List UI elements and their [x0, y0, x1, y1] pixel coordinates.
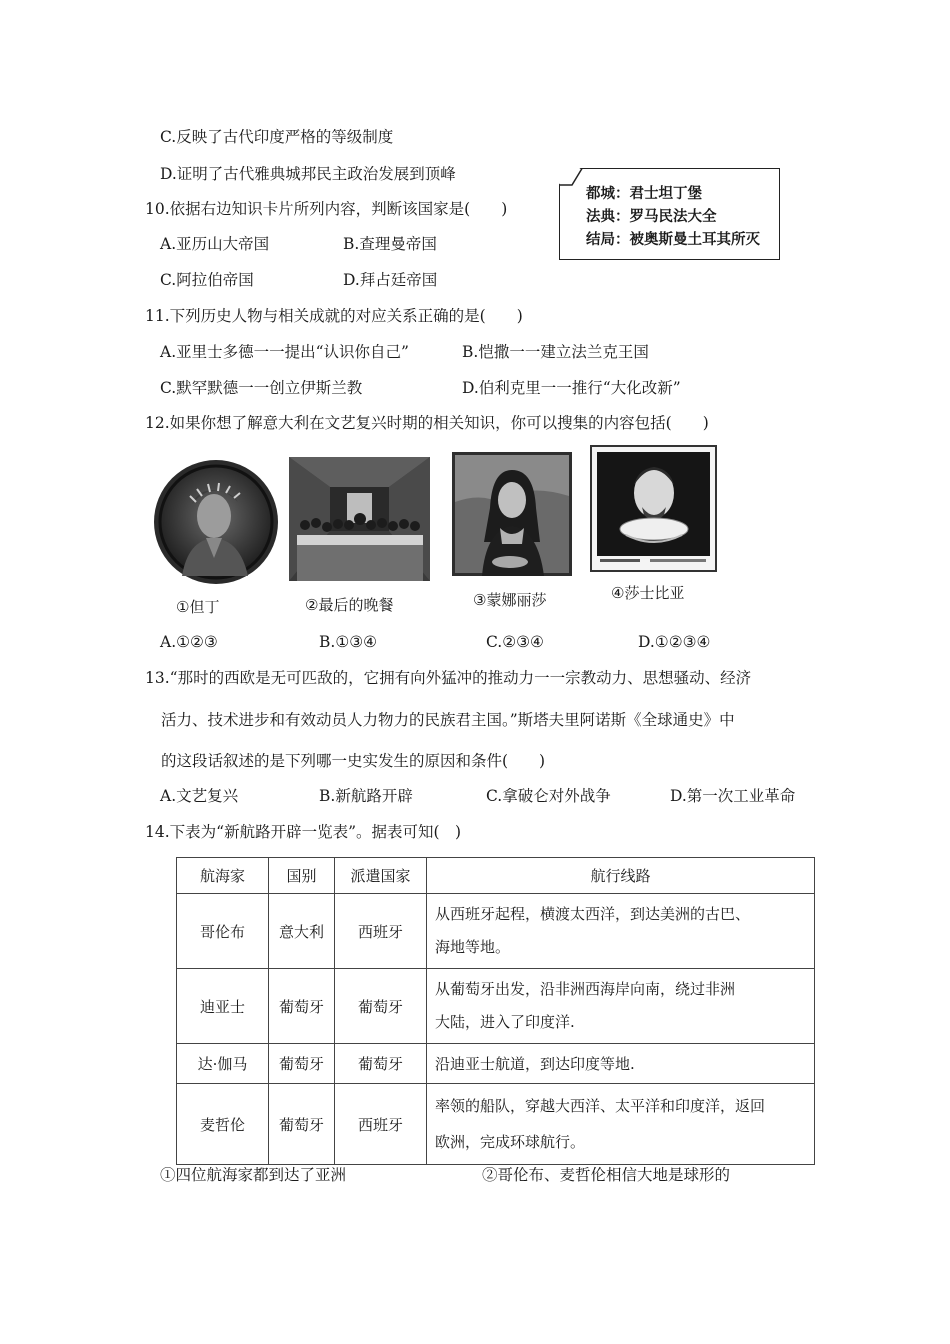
route-line: 从西班牙起程，横渡太西洋，到达美洲的古巴、 — [435, 905, 751, 923]
cell-navigator: 麦哲伦 — [177, 1084, 269, 1165]
q12-option-d: D.①②③④ — [638, 633, 711, 651]
q11-option-a: A.亚里士多德一一提出“认识你自己” — [160, 343, 409, 361]
cell-navigator: 迪亚士 — [177, 969, 269, 1044]
q13-stem-line3: 的这段话叙述的是下列哪一史实发生的原因和条件( ) — [161, 752, 546, 770]
q13-stem-line2: 活力、技术进步和有效动员人力物力的民族君主国。”斯塔夫里阿诺斯《全球通史》中 — [161, 711, 735, 729]
q14-statement-2: ②哥伦布、麦哲伦相信大地是球形的 — [482, 1166, 731, 1184]
table-row — [177, 1084, 815, 1165]
dante-portrait-image — [152, 458, 280, 586]
table-header-row — [177, 858, 815, 894]
q10-option-c: C.阿拉伯帝国 — [160, 271, 254, 289]
q12-option-b: B.①③④ — [319, 633, 378, 651]
card-law-code: 法典：罗马民法大全 — [586, 209, 717, 225]
header-sponsor: 派遣国家 — [335, 858, 427, 894]
cell-route — [427, 969, 815, 1044]
last-supper-image — [289, 457, 430, 581]
route-line: 率领的船队，穿越大西洋、太平洋和印度洋，返回 — [435, 1097, 766, 1115]
q11-option-b: B.恺撒一一建立法兰克王国 — [462, 343, 649, 361]
folded-corner-icon — [558, 167, 584, 187]
table-row — [177, 1044, 815, 1084]
caption-shakespeare: ④莎士比亚 — [611, 584, 685, 602]
cell-navigator: 哥伦布 — [177, 894, 269, 969]
cell-country: 葡萄牙 — [269, 969, 335, 1044]
cell-sponsor: 西班牙 — [335, 894, 427, 969]
cell-country: 葡萄牙 — [269, 1084, 335, 1165]
cell-sponsor: 葡萄牙 — [335, 1044, 427, 1084]
header-country: 国别 — [269, 858, 335, 894]
caption-last-supper: ②最后的晚餐 — [305, 596, 394, 614]
q12-stem: 12.如果你想了解意大利在文艺复兴时期的相关知识，你可以搜集的内容包括( ) — [145, 414, 709, 432]
route-line: 大陆，进入了印度洋. — [435, 1013, 575, 1031]
q11-stem: 11.下列历史人物与相关成就的对应关系正确的是( ) — [145, 307, 523, 325]
route-line: 从葡萄牙出发，沿非洲西海岸向南，绕过非洲 — [435, 980, 736, 998]
card-outcome: 结局：被奥斯曼土耳其所灭 — [586, 232, 760, 248]
route-line: 欧洲，完成环球航行。 — [435, 1133, 586, 1151]
cell-country: 意大利 — [269, 894, 335, 969]
route-line: 海地等地。 — [435, 938, 511, 956]
route-line: 沿迪亚士航道，到达印度等地. — [435, 1054, 635, 1073]
q9-option-d: D.证明了古代雅典城邦民主政治发展到顶峰 — [160, 165, 456, 183]
q13-option-d: D.第一次工业革命 — [670, 787, 796, 805]
cell-route — [427, 894, 815, 969]
q10-stem: 10.依据右边知识卡片所列内容，判断该国家是( ) — [145, 200, 508, 218]
q10-option-a: A.亚历山大帝国 — [160, 235, 270, 253]
q13-option-a: A.文艺复兴 — [160, 787, 239, 805]
q10-option-b: B.查理曼帝国 — [343, 235, 437, 253]
caption-dante: ①但丁 — [176, 598, 220, 616]
q11-option-d: D.伯利克里一一推行“大化改新” — [462, 379, 681, 397]
cell-country: 葡萄牙 — [269, 1044, 335, 1084]
mona-lisa-image — [452, 452, 572, 576]
q13-stem-line1: 13.“那时的西欧是无可匹敌的，它拥有向外猛冲的推动力一一宗教动力、思想骚动、经济 — [145, 669, 752, 687]
shakespeare-portrait-image — [590, 445, 717, 572]
q13-option-c: C.拿破仑对外战争 — [486, 787, 611, 805]
cell-route — [427, 1084, 815, 1165]
table-row — [177, 969, 815, 1044]
q14-stem: 14.下表为“新航路开辟一览表”。据表可知( ) — [145, 823, 462, 841]
q9-option-c: C.反映了古代印度严格的等级制度 — [160, 128, 394, 146]
q10-option-d: D.拜占廷帝国 — [343, 271, 438, 289]
q12-option-c: C.②③④ — [486, 633, 544, 651]
cell-route — [427, 1044, 815, 1084]
knowledge-card — [559, 168, 780, 260]
q14-statement-1: ①四位航海家都到达了亚洲 — [160, 1166, 347, 1184]
q12-option-a: A.①②③ — [160, 633, 218, 651]
cell-sponsor: 西班牙 — [335, 1084, 427, 1165]
q13-option-b: B.新航路开辟 — [319, 787, 413, 805]
cell-sponsor: 葡萄牙 — [335, 969, 427, 1044]
table-row — [177, 894, 815, 969]
card-capital: 都城：君士坦丁堡 — [586, 186, 702, 202]
q11-option-c: C.默罕默德一一创立伊斯兰教 — [160, 379, 363, 397]
header-navigator: 航海家 — [177, 858, 269, 894]
navigation-routes-table — [176, 857, 815, 1165]
cell-navigator: 达·伽马 — [177, 1044, 269, 1084]
header-route: 航行线路 — [427, 858, 815, 894]
caption-mona-lisa: ③蒙娜丽莎 — [473, 591, 547, 609]
